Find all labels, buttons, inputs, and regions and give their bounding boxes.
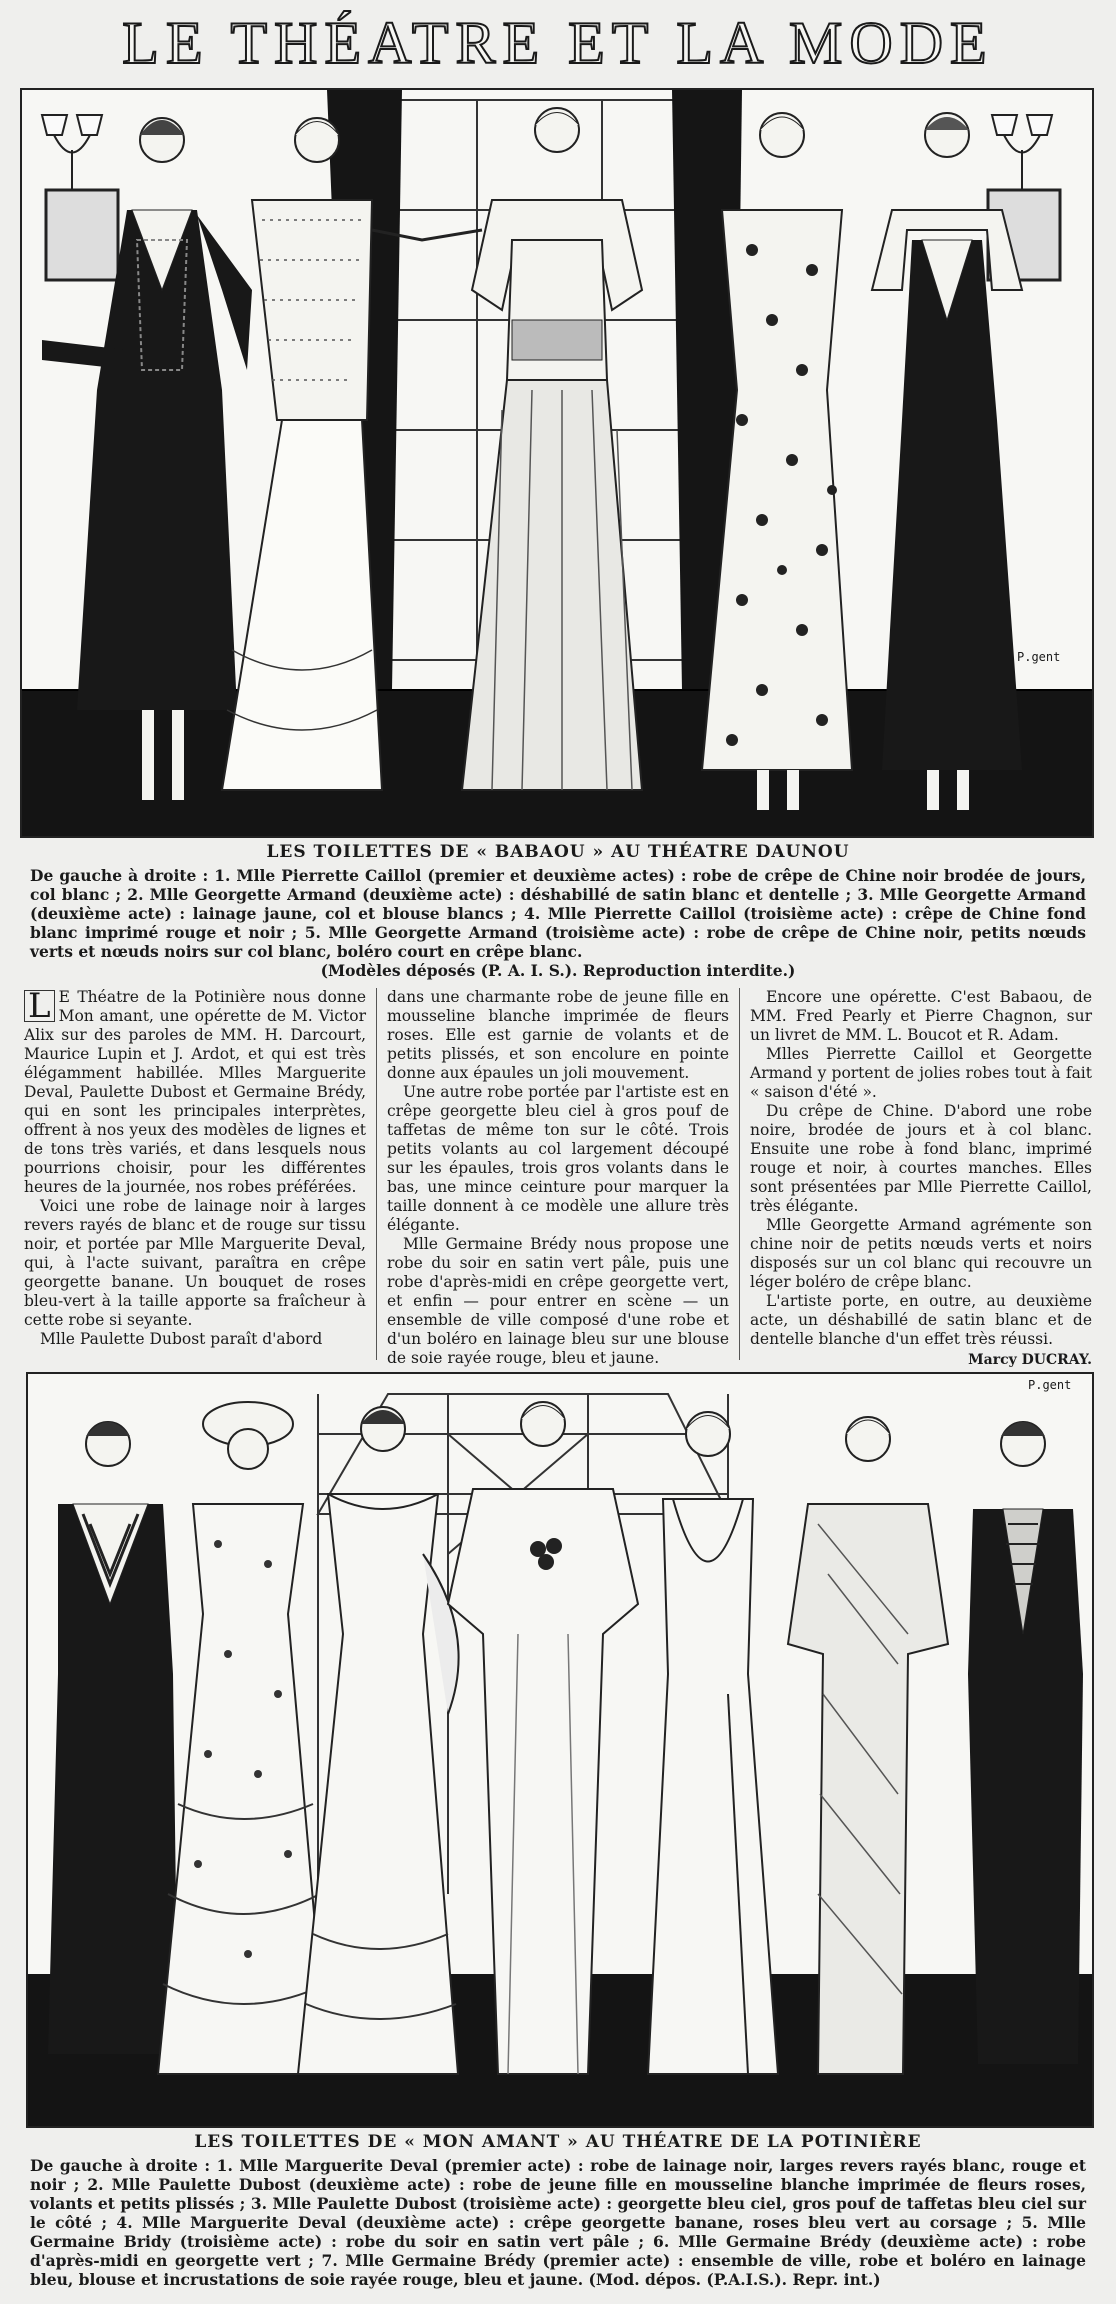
bottom-artist-signature: P.gent — [1028, 1378, 1072, 1392]
article-col3-para3: Du crêpe de Chine. D'abord une robe noire, brodée de jours et à col blanc. Ensuite une robe à fond blanc, imprimé rouge et noir, à courtes manches. Elles sont présentées par Mlle Pierrette Caillol, très élégante. — [750, 1102, 1092, 1215]
top-caption-title: LES TOILETTES DE « BABAOU » AU THÉATRE DAUNOU — [266, 842, 850, 862]
article-col2-para2: Une autre robe portée par l'artiste est en crêpe georgette bleu ciel à gros pouf de taffetas de même ton sur le côté. Trois petits volants au col largement découpé sur les épaules, trois gros volants dans le bas, une mince ceinture pour marquer la taille donnent à ce modèle une allure très élégante. — [387, 1083, 729, 1234]
article-column-3 — [740, 988, 1102, 1368]
article-col2-para1: dans une charmante robe de jeune fille en mousseline blanche imprimée de fleurs roses. Elle est garnie de volants et de petits plissés, et son encolure en pointe donne aux épaules un joli mouvement. — [387, 988, 729, 1082]
bottom-caption — [30, 2156, 1086, 2289]
article-signature: Marcy DUCRAY. — [968, 1352, 1092, 1368]
article-column-2 — [377, 988, 740, 1367]
article-col1-para1-text: E Théatre de la Potinière nous donne Mon amant, une opérette de M. Victor Alix sur des paroles de MM. H. Darcourt, Maurice Lupin et J. Ardot, et qui est très élégamment habillée. Mlles Marguerite Deval, Paulette Dubost et Germaine Brédy, qui en sont les principales interprètes, offrent à nos yeux des modèles de lignes et de tons très variés, et dans lesquels nous pourrions choisir, pour les différentes heures de la journée, nos robes préférées. — [24, 988, 366, 1196]
bottom-figure-4-georgette-banana — [448, 1402, 638, 2074]
bottom-figure-2-flowered-mousseline — [158, 1402, 328, 2074]
article-columns — [14, 986, 1102, 1368]
bottom-figure-5-satin-evening — [648, 1412, 778, 2074]
page-title: LE THÉATRE ET LA MODE — [122, 10, 994, 76]
figure-3-wool-dress — [462, 108, 642, 790]
bottom-figure-7-ensemble-ville — [968, 1422, 1083, 2064]
bottom-caption-title: LES TOILETTES DE « MON AMANT » AU THÉATRE DE LA POTINIÈRE — [194, 2132, 922, 2152]
article-col1-para1 — [24, 988, 366, 1197]
figure-5-black-crepe — [872, 113, 1022, 810]
article-column-1 — [14, 988, 377, 1360]
article-col1-para3: Mlle Paulette Dubost paraît d'abord — [40, 1330, 323, 1348]
top-illustration-drawing — [22, 90, 1092, 836]
article-col3-para1: Encore une opérette. C'est Babaou, de MM. Fred Pearly et Pierre Chagnon, sur un livret de MM. L. Boucot et R. Adam. — [750, 988, 1092, 1044]
article-col3-para2: Mlles Pierrette Caillol et Georgette Armand y portent de jolies robes tout à fait « saison d'été ». — [750, 1045, 1092, 1101]
bottom-fashion-illustration — [26, 1372, 1094, 2128]
article-col3-para4: Mlle Georgette Armand agrémente son chine noir de petits nœuds verts et noirs disposés sur un col blanc qui recouvre un léger boléro de crêpe blanc. — [750, 1216, 1092, 1291]
article-col2-para3: Mlle Germaine Brédy nous propose une robe du soir en satin vert pâle, puis une robe d'après-midi en crêpe georgette vert, et enfin — pour entrer en scène — un ensemble de ville composé d'une robe et d'un boléro en lainage bleu sur une blouse de soie rayée rouge, bleu et jaune. — [387, 1235, 729, 1367]
bottom-illustration-drawing — [28, 1374, 1092, 2126]
bottom-figure-1-black-wool — [48, 1422, 178, 2054]
top-caption — [30, 866, 1086, 980]
top-fashion-illustration — [20, 88, 1094, 838]
wall-lamp-right — [992, 115, 1052, 200]
drop-cap: L — [24, 990, 55, 1022]
article-col1-para2: Voici une robe de lainage noir à larges revers rayés de blanc et de rouge sur tissu noir, et portée par Mlle Marguerite Deval, qui, à l'acte suivant, paraîtra en crêpe georgette banane. Un bouquet de roses bleu-vert à la taille apporte sa fraîcheur à cette robe si seyante. — [24, 1197, 366, 1329]
top-artist-signature: P.gent — [1017, 650, 1061, 664]
wall-frame-left — [46, 190, 118, 280]
wall-lamp-left — [42, 115, 102, 200]
top-caption-text: De gauche à droite : 1. Mlle Pierrette Caillol (premier et deuxième actes) : robe de crêpe de Chine noir brodée de jours, col blanc ; 2. Mlle Georgette Armand (deuxième acte) : déshabillé de satin blanc et dentelle ; 3. Mlle Georgette Armand (deuxième acte) : lainage jaune, col et blouse blancs ; 4. Mlle Pierrette Caillol (troisième acte) : crêpe de Chine fond blanc imprimé rouge et noir ; 5. Mlle Georgette Armand (troisième acte) : robe de crêpe de Chine noir, petits nœuds verts et nœuds noirs sur col blanc, boléro court en crêpe blanc. — [30, 866, 1086, 961]
top-caption-note: (Modèles déposés (P. A. I. S.). Reproduction interdite.) — [320, 961, 796, 980]
bottom-caption-text: De gauche à droite : 1. Mlle Marguerite Deval (premier acte) : robe de lainage noir, larges revers rayés blanc, rouge et noir ; 2. Mlle Paulette Dubost (deuxième acte) : robe de jeune fille en mousseline blanche imprimée de fleurs roses, volants et petits plissés ; 3. Mlle Paulette Dubost (troisième acte) : georgette bleu ciel, gros pouf de taffetas bleu ciel sur le côté ; 4. Mlle Marguerite Deval (deuxième acte) : crêpe georgette banane, roses bleu vert au corsage ; 5. Mlle Germaine Bridy (troisième acte) : robe du soir en satin vert pâle ; 6. Mlle Germaine Brédy (deuxième acte) : robe d'après-midi en georgette vert ; 7. Mlle Germaine Brédy (premier acte) : ensemble de ville, robe et boléro en lainage bleu, blouse et incrustations de soie rayée rouge, bleu et jaune. (Mod. dépos. (P.A.I.S.). Repr. int.) — [30, 2156, 1086, 2289]
article-col3-para5: L'artiste porte, en outre, au deuxième acte, un déshabillé de satin blanc et de dentelle blanche d'un effet très réussi. — [750, 1292, 1092, 1348]
